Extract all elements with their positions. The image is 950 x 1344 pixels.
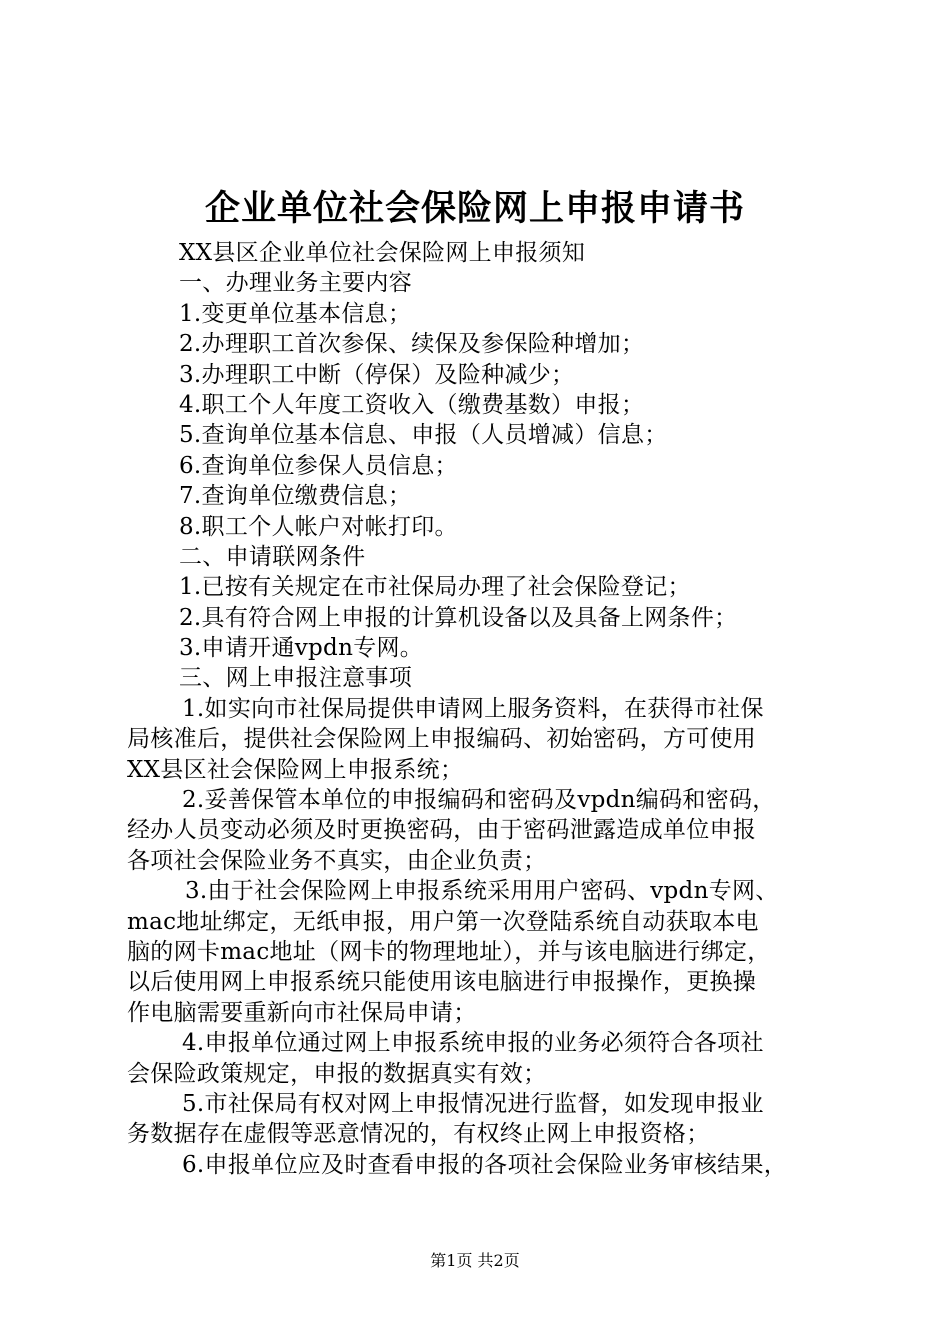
section-heading-3: 三、网上申报注意事项 bbox=[179, 665, 412, 692]
list-item: 3.办理职工中断（停保）及险种减少； bbox=[179, 361, 575, 388]
list-item: 2.具有符合网上申报的计算机设备以及具备上网条件； bbox=[179, 604, 738, 631]
paragraph-3-line: 以后使用网上申报系统只能使用该电脑进行申报操作，更换操 bbox=[127, 969, 757, 996]
paragraph-1-line: XX县区社会保险网上申报系统； bbox=[127, 756, 464, 783]
list-item: 1.变更单位基本信息； bbox=[179, 300, 412, 327]
paragraph-1-line: 1.如实向市社保局提供申请网上服务资料，在获得市社保 bbox=[182, 695, 764, 722]
list-item: 1.已按有关规定在市社保局办理了社会保险登记； bbox=[179, 574, 691, 601]
paragraph-2-line: 各项社会保险业务不真实，由企业负责； bbox=[127, 847, 547, 874]
document-title: 企业单位社会保险网上申报申请书 bbox=[204, 188, 745, 229]
paragraph-3-line: 作电脑需要重新向市社保局申请； bbox=[127, 999, 477, 1026]
list-item: 5.查询单位基本信息、申报（人员增减）信息； bbox=[179, 422, 668, 449]
paragraph-5-line: 5.市社保局有权对网上申报情况进行监督，如发现申报业 bbox=[182, 1090, 764, 1117]
list-item: 7.查询单位缴费信息； bbox=[179, 483, 412, 510]
list-item: 3.申请开通vpdn专网。 bbox=[179, 635, 424, 662]
list-item: 4.职工个人年度工资收入（缴费基数）申报； bbox=[179, 391, 645, 418]
paragraph-1-line: 局核准后，提供社会保险网上申报编码、初始密码，方可使用 bbox=[127, 726, 757, 753]
paragraph-3-line: mac地址绑定，无纸申报，用户第一次登陆系统自动获取本电 bbox=[127, 908, 759, 935]
paragraph-3-line: 脑的网卡mac地址（网卡的物理地址），并与该电脑进行绑定， bbox=[127, 938, 771, 965]
list-item: 6.查询单位参保人员信息； bbox=[179, 452, 458, 479]
paragraph-6-line: 6.申报单位应及时查看申报的各项社会保险业务审核结果， bbox=[182, 1151, 788, 1178]
document-body bbox=[127, 238, 837, 1180]
list-item: 2.办理职工首次参保、续保及参保险种增加； bbox=[179, 331, 645, 358]
paragraph-2-line: 经办人员变动必须及时更换密码，由于密码泄露造成单位申报 bbox=[127, 817, 757, 844]
page-footer: 第1页 共2页 bbox=[430, 1251, 520, 1270]
paragraph-2-line: 2.妥善保管本单位的申报编码和密码及vpdn编码和密码， bbox=[182, 787, 776, 814]
paragraph-5-line: 务数据存在虚假等恶意情况的，有权终止网上申报资格； bbox=[127, 1121, 710, 1148]
paragraph-3-line: 3.由于社会保险网上申报系统采用用户密码、vpdn专网、 bbox=[185, 878, 779, 905]
list-item: 8.职工个人帐户对帐打印。 bbox=[179, 513, 458, 540]
section-heading-1: 一、办理业务主要内容 bbox=[179, 270, 412, 297]
section-heading-notice: XX县区企业单位社会保险网上申报须知 bbox=[179, 240, 586, 266]
section-heading-2: 二、申请联网条件 bbox=[179, 543, 366, 570]
paragraph-4-line: 4.申报单位通过网上申报系统申报的业务必须符合各项社 bbox=[182, 1030, 764, 1057]
paragraph-4-line: 会保险政策规定，申报的数据真实有效； bbox=[127, 1060, 547, 1087]
